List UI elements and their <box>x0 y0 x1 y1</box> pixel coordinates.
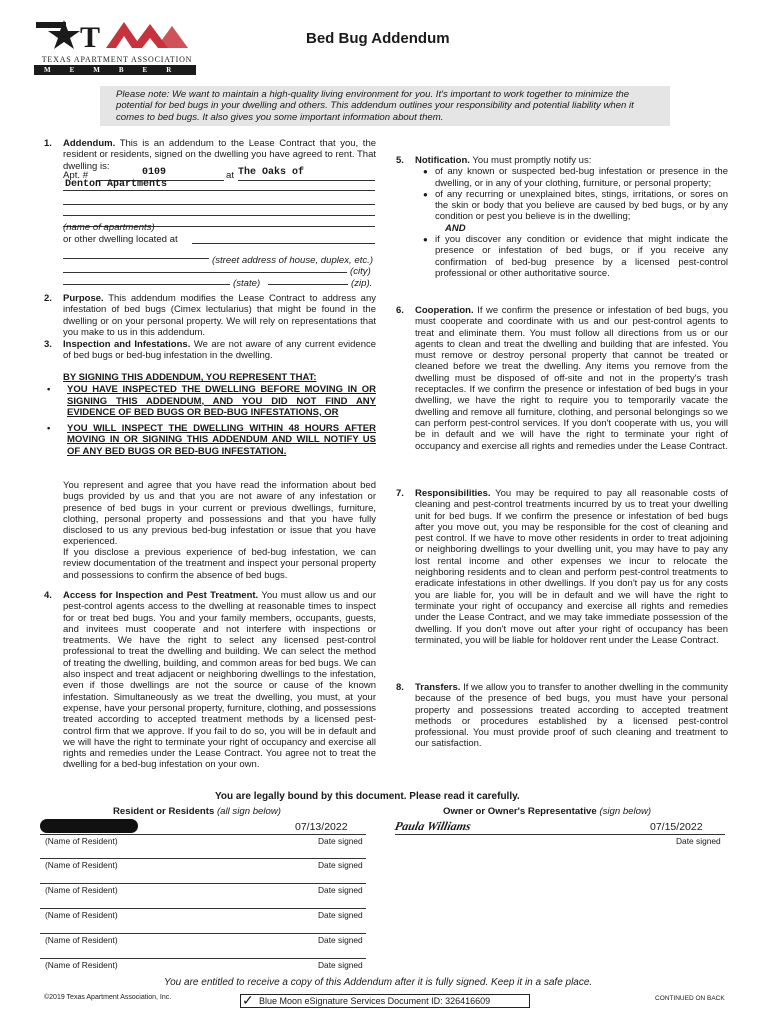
city-caption: (city) <box>350 266 371 277</box>
zip-field[interactable] <box>268 274 348 285</box>
street-caption: (street address of house, duplex, etc.) <box>212 255 374 266</box>
and-label: AND <box>445 222 466 234</box>
represent-paragraph: You represent and agree that you have read the information about bed bugs provided by us and that you are not aware of any infestation or presence of bed bugs in your current or previous dwellings, furniture, clothing, personal property and possessions and that you have fully disclosed to us any previous bed-bug infestation or issue that you have experienced. <box>63 480 376 548</box>
section-notification: 5. Notification. You must promptly notify us: ● of any known or suspected bed-bug infestation or presence in the dwelling, or in any of your clothing, furniture, or personal property; ● of any recurring or unexplained bites, stings, irritations, or sores on the skin or body that you believe are caused by bed bugs, or by any condition or pest you believe is in the dwelling; AND ● if you discover any condition or evidence that might indicate the presence or infestation of bed bugs, or if you receive any confirmation of bed-bug presence by a licensed pest-control professional or other authoritative source. <box>396 155 728 279</box>
svg-text:T: T <box>80 21 101 54</box>
note-text: Please note: We want to maintain a high-quality living environment for you. It's important to work together to minimize the potential for bed bugs in your dwelling and others. This addendum outlines your responsibility and potential liability when it comes to bed bugs. It also gives you some important information about them. <box>116 89 634 123</box>
resident-name-label: (Name of Resident) <box>45 935 118 945</box>
continued-label: CONTINUED ON BACK <box>655 995 725 1002</box>
apartment-name-field-2[interactable]: Denton Apartments <box>63 180 375 191</box>
represent-bullet: • YOU HAVE INSPECTED THE DWELLING BEFORE MOVING IN OR SIGNING THIS ADDENDUM, AND YOU DID NOT FIND ANY EVIDENCE OF BED BUGS OR BED-BUG INFESTATIONS, OR <box>47 384 376 418</box>
redacted-signature <box>40 819 138 833</box>
member-badge: MEMBER <box>34 65 196 75</box>
resident-date-label: Date signed <box>318 935 363 945</box>
resident-date-value: 07/13/2022 <box>295 821 348 833</box>
zip-caption: (zip). <box>351 278 373 289</box>
blank-line[interactable] <box>63 205 375 216</box>
section-cooperation: 6. Cooperation. If we confirm the presence or infestation of bed bugs, you must cooperate and coordinate with us and our pest-control agents to treat and eliminate them. You must follow all directions from us or our agents to clean and treat the dwelling and building that are infested. You must remove or destroy personal property that cannot be treated or cleaned before we treat the dwelling. Any items you remove from the dwelling must be disposed of off-site and not in the property's trash receptacles. If we confirm the presence or infestation of bed bugs in your dwelling, we have the right to require you to temporarily vacate the dwelling and remove all furniture, clothing, and personal belongings so we can perform pest-control services. If you don't cooperate with us, you will be in default and we will have the right to terminate your right of occupancy and exercise all rights and remedies under the Lease Contract. <box>396 305 728 452</box>
resident-signature-line[interactable] <box>40 883 366 884</box>
disclose-paragraph: If you disclose a previous experience of bed-bug infestation, we can review documentation of the treatment and inspect your personal property and possessions to confirm the absence of bed bugs. <box>63 547 376 581</box>
owner-signature: Paula Williams <box>393 819 473 833</box>
blank-line[interactable] <box>63 194 375 205</box>
resident-signature-line[interactable] <box>40 834 366 835</box>
owner-heading: Owner or Owner's Representative (sign below) <box>443 806 652 817</box>
apt-number-field[interactable]: 0109 <box>96 170 224 181</box>
resident-date-label: Date signed <box>318 885 363 895</box>
represent-block <box>44 372 376 457</box>
resident-signature-line[interactable] <box>40 858 366 859</box>
logo-association-text: TEXAS APARTMENT ASSOCIATION <box>41 55 193 64</box>
state-field[interactable] <box>63 274 230 285</box>
resident-name-label: (Name of Resident) <box>45 960 118 970</box>
city-field[interactable] <box>63 262 347 273</box>
legal-notice: You are legally bound by this document. Please read it carefully. <box>215 791 520 802</box>
resident-name-label: (Name of Resident) <box>45 910 118 920</box>
other-dwelling-field[interactable] <box>192 233 375 244</box>
section-heading: Addendum. <box>63 138 116 149</box>
taa-logo <box>34 16 194 54</box>
resident-date-label: Date signed <box>318 860 363 870</box>
notification-bullet: ● of any recurring or unexplained bites, stings, irritations, or sores on the skin or body that you believe are caused by bed bugs, or by any condition or pest you believe is in the dwelling; <box>423 188 728 223</box>
section-text: This is an addendum to the Lease Contract that you, the resident or residents, signed on the dwelling you have agreed to rent. That dwelling is: <box>63 138 377 172</box>
resident-signature-line[interactable] <box>40 908 366 909</box>
copyright: ©2019 Texas Apartment Association, Inc. <box>44 994 172 1001</box>
resident-date-label: Date signed <box>318 836 363 846</box>
street-field[interactable] <box>63 248 209 259</box>
apartment-name-field-1[interactable]: The Oaks of <box>238 170 375 181</box>
resident-name-label: (Name of Resident) <box>45 836 118 846</box>
resident-date-label: Date signed <box>318 910 363 920</box>
resident-name-label: (Name of Resident) <box>45 860 118 870</box>
section-inspection: 3. Inspection and Infestations. We are not aware of any current evidence of bed bugs or bed-bug infestation in the dwelling. <box>44 339 377 362</box>
section-addendum: 1. Addendum. This is an addendum to the Lease Contract that you, the resident or residents, signed on the dwelling you have agreed to rent. That dwelling is: <box>44 138 377 172</box>
resident-date-label: Date signed <box>318 960 363 970</box>
section-access: 4. Access for Inspection and Pest Treatment. You must allow us and our pest-control agents access to the dwelling at reasonable times to inspect for or treat bed bugs. You and your family members, occupants, guests, and invitees must cooperate and not interfere with inspections or treatments. We have the right to select any licensed pest-control professional to treat the dwelling and building. We can select the method of treating the dwelling, building, and common areas for bed bugs. We can also inspect and treat adjacent or neighboring dwellings to the infestation, even if those dwellings are not the source or cause of the known infestation. Simultaneously as we treat the dwelling, you must, at your expense, have your personal property, furniture, clothing, and possessions treated according to accepted treatment methods by a licensed pest-control firm that we approve. If you fail to do so, you will be in default and we will have the right to terminate your right of occupancy and exercise all rights and remedies under the Lease Contract. You agree not to treat the dwelling for a bed-bug infestation on your own. <box>44 590 376 771</box>
section-transfers: 8. Transfers. If we allow you to transfer to another dwelling in the community because of the presence of bed bugs, you must have your personal property and possessions treated according to accepted treatment methods or procedures established by a licensed pest-control professional. You must provide proof of such cleaning and treatment to our satisfaction. <box>396 682 728 750</box>
resident-signature-line[interactable] <box>40 958 366 959</box>
section-responsibilities: 7. Responsibilities. You may be required to pay all reasonable costs of cleaning and pest-control treatments incurred by us to treat your dwelling unit for bed bugs. If we confirm the presence or infestation of bed bugs after you move out, you may be responsible for the cost of cleaning and pest control. If we have to move other residents in order to treat adjoining or neighboring dwellings to your dwelling unit, you may have to pay any lost rental income and other expenses we incur to relocate the neighboring residents and to clean and perform pest-control treatments to eradicate infestations in other dwellings. If you don't pay us for any costs you are liable for, you will be in default and we will have the right to terminate your right of occupancy and exercise all rights and remedies under the Lease Contract, and we may take immediate possession of the dwelling. If you don't move out after your right of occupancy has been terminated, you will be liable for holdover rent under the Lease Contract. <box>396 488 728 646</box>
section-purpose: 2. Purpose. This addendum modifies the Lease Contract to address any infestation of bed bugs (Cimex lectularius) that might be found in the dwelling or on your personal property. We will rely on representations that you make to us in this addendum. <box>44 293 376 338</box>
owner-date-label: Date signed <box>676 836 721 846</box>
esignature-box <box>240 994 530 1008</box>
checkmark-icon: ✓ <box>242 992 254 1008</box>
resident-signature-line[interactable] <box>40 933 366 934</box>
resident-name-label: (Name of Resident) <box>45 885 118 895</box>
represent-bullet: • YOU WILL INSPECT THE DWELLING WITHIN 48 HOURS AFTER MOVING IN OR SIGNING THIS ADDENDUM AND WILL NOTIFY US OF ANY BED BUGS OR BED-BUG INFESTATION. <box>47 423 376 457</box>
other-dwelling-label: or other dwelling located at <box>63 234 178 245</box>
represent-heading: BY SIGNING THIS ADDENDUM, YOU REPRESENT THAT: <box>63 372 317 383</box>
document-id: Blue Moon eSignature Services Document ID: 326416609 <box>259 996 491 1006</box>
owner-signature-line[interactable] <box>395 834 725 835</box>
name-caption: (name of apartments) <box>63 222 155 233</box>
page-title: Bed Bug Addendum <box>306 30 450 47</box>
notification-bullet: ● of any known or suspected bed-bug infestation or presence in the dwelling, or in any of your clothing, furniture, or personal property; <box>423 166 728 189</box>
apt-line: Apt. # 0109 at The Oaks of <box>63 170 375 182</box>
copy-note: You are entitled to receive a copy of this Addendum after it is fully signed. Keep it in a safe place. <box>164 977 593 988</box>
notification-bullet: ● if you discover any condition or evidence that might indicate the presence or infestation of bed bugs, or if you receive any confirmation of bed-bug presence by a licensed pest-control professional or other authoritative source. <box>423 234 728 279</box>
state-caption: (state) <box>233 278 261 289</box>
residents-heading: Resident or Residents (all sign below) <box>113 806 281 817</box>
owner-date-value: 07/15/2022 <box>650 821 703 833</box>
